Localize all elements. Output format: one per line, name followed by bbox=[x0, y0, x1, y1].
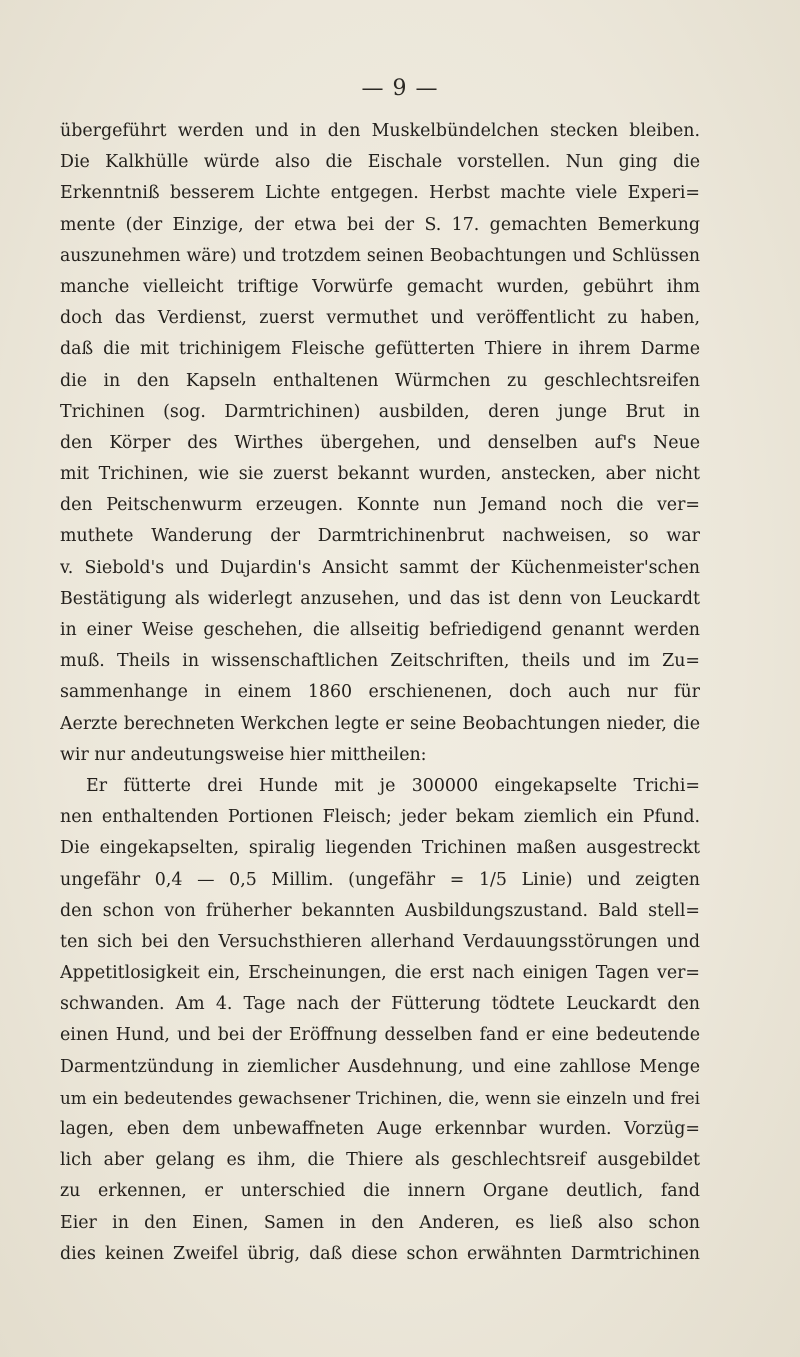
text-line: Aerzte berechneten Werkchen legte er seine Beobachtungen nieder, die bbox=[60, 713, 700, 734]
text-line: dies keinen Zweifel übrig, daß diese schon erwähnten Darmtrichinen bbox=[60, 1243, 700, 1264]
text-line: lagen, eben dem unbewaffneten Auge erkennbar wurden. Vorzüg= bbox=[60, 1119, 700, 1139]
text-line: sammenhange in einem 1860 erschienenen, doch auch nur für bbox=[60, 682, 700, 703]
text-line: um ein bedeutendes gewachsener Trichinen, die, wenn sie einzeln und frei bbox=[60, 1087, 700, 1108]
text-line: Eier in den Einen, Samen in den Anderen, es ließ also schon bbox=[60, 1212, 700, 1233]
text-line: Die eingekapselten, spiralig liegenden Trichinen maßen ausgestreckt bbox=[60, 838, 700, 859]
text-line: nen enthaltenden Portionen Fleisch; jeder bekam ziemlich ein Pfund. bbox=[60, 807, 700, 828]
text-line: die in den Kapseln enthaltenen Würmchen zu geschlechtsreifen bbox=[60, 370, 700, 391]
text-line: zu erkennen, er unterschied die innern Organe deutlich, fand bbox=[60, 1181, 700, 1202]
text-line: muß. Theils in wissenschaftlichen Zeitschriften, theils und im Zu= bbox=[60, 651, 700, 672]
body-text bbox=[60, 116, 700, 1270]
text-line: einen Hund, und bei der Eröffnung desselben fand er eine bedeutende bbox=[60, 1025, 700, 1046]
text-line: ungefähr 0,4 — 0,5 Millim. (ungefähr = 1/5 Linie) und zeigten bbox=[60, 869, 700, 890]
text-line: Appetitlosigkeit ein, Erscheinungen, die erst nach einigen Tagen ver= bbox=[60, 963, 700, 984]
text-line: Trichinen (sog. Darmtrichinen) ausbilden, deren junge Brut in bbox=[60, 401, 700, 422]
text-line: den Peitschenwurm erzeugen. Konnte nun Jemand noch die ver= bbox=[60, 495, 700, 516]
paragraph-1 bbox=[60, 116, 700, 771]
page-number: — 9 — bbox=[361, 76, 439, 101]
text-line: manche vielleicht triftige Vorwürfe gemacht wurden, gebührt ihm bbox=[60, 276, 700, 297]
text-line: daß die mit trichinigem Fleische gefütterten Thiere in ihrem Darme bbox=[60, 339, 700, 360]
text-line: ten sich bei den Versuchsthieren allerhand Verdauungsstörungen und bbox=[60, 931, 700, 952]
text-line: den Körper des Wirthes übergehen, und denselben auf's Neue bbox=[60, 432, 700, 453]
text-line: mit Trichinen, wie sie zuerst bekannt wurden, anstecken, aber nicht bbox=[60, 464, 700, 485]
text-line: lich aber gelang es ihm, die Thiere als geschlechtsreif ausgebildet bbox=[60, 1150, 700, 1171]
text-line: schwanden. Am 4. Tage nach der Fütterung tödtete Leuckardt den bbox=[60, 994, 700, 1015]
text-line: wir nur andeutungsweise hier mittheilen: bbox=[60, 744, 427, 765]
text-line: Erkenntniß besserem Lichte entgegen. Herbst machte viele Experi= bbox=[60, 183, 700, 204]
text-line: Darmentzündung in ziemlicher Ausdehnung, und eine zahllose Menge bbox=[60, 1056, 700, 1077]
text-line: mente (der Einzige, der etwa bei der S. 17. gemachten Bemerkung bbox=[60, 214, 700, 235]
text-line: doch das Verdienst, zuerst vermuthet und veröffentlicht zu haben, bbox=[60, 308, 700, 329]
text-line: den schon von früherher bekannten Ausbildungszustand. Bald stell= bbox=[60, 900, 700, 921]
text-line: Die Kalkhülle würde also die Eischale vorstellen. Nun ging die bbox=[60, 152, 700, 173]
text-line: v. Siebold's und Dujardin's Ansicht sammt der Küchenmeister'schen bbox=[60, 557, 700, 578]
text-line: muthete Wanderung der Darmtrichinenbrut nachweisen, so war bbox=[60, 526, 700, 547]
text-line: übergeführt werden und in den Muskelbündelchen stecken bleiben. bbox=[60, 121, 700, 141]
text-line: Bestätigung als widerlegt anzusehen, und das ist denn von Leuckardt bbox=[60, 588, 700, 609]
text-line: auszunehmen wäre) und trotzdem seinen Beobachtungen und Schlüssen bbox=[60, 245, 700, 266]
paragraph-2 bbox=[60, 771, 700, 1270]
text-line: in einer Weise geschehen, die allseitig befriedigend genannt werden bbox=[60, 620, 700, 640]
text-line: Er fütterte drei Hunde mit je 300000 eingekapselte Trichi= bbox=[86, 775, 700, 796]
